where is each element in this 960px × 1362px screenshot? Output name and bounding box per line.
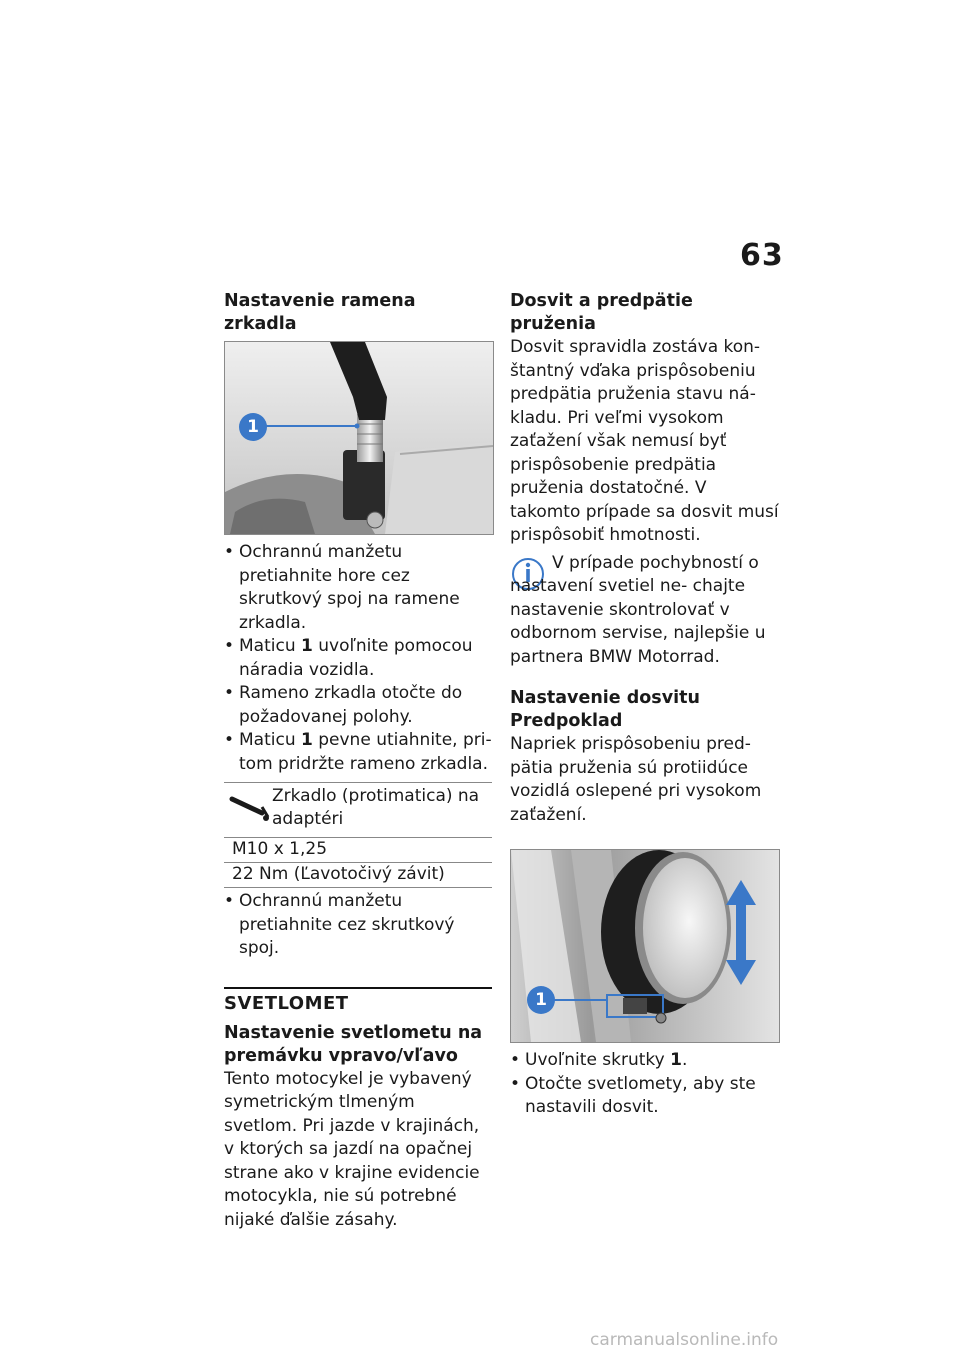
mirror-arm-heading: Nastavenie ramena zrkadla [224, 291, 416, 334]
range-steps-list [510, 1049, 780, 1120]
spec-header [224, 783, 492, 838]
callout-ref: 1 [670, 1050, 682, 1070]
callout-ref: 1 [301, 636, 313, 656]
headlight-traffic-heading: Nastavenie svetlometu na premávku vpravo/vľavo [224, 1022, 483, 1066]
precondition-paragraph: Napriek prispôsobeniu pred- pätia pruženia sú protiidúce vozidlá oslepené pri vysokom zaťažení. [510, 734, 762, 825]
left-column [224, 290, 492, 1232]
mirror-arm-figure [224, 341, 494, 535]
watermark: carmanualsonline.info [590, 1330, 779, 1350]
spec-torque: 22 Nm (Ľavotočivý závit) [224, 863, 492, 888]
figure-callout-1: 1 [535, 990, 547, 1010]
headlight-illustration [511, 850, 779, 1042]
figure-callout-1: 1 [247, 417, 259, 437]
torque-spec-table [224, 782, 492, 888]
list-item: • Ochrannú manžetu pretiahnite cez skrutkový spoj. [224, 890, 492, 961]
section-title: SVETLOMET [224, 992, 349, 1014]
spec-title: Zrkadlo (protimatica) na adaptéri [272, 786, 480, 829]
list-item: • Maticu 1 uvoľnite pomocou náradia vozidla. [224, 635, 492, 682]
range-preload-heading: Dosvit a predpätie pruženia [510, 291, 693, 334]
range-adjust-heading: Nastavenie dosvitu [510, 688, 700, 708]
info-text: V prípade pochybností o nastavení svetiel ne- chajte nastavenie skontrolovať v odbornom servise, najlepšie u partnera BMW Motorrad. [510, 552, 766, 667]
wrench-icon [224, 785, 272, 833]
list-item: • Otočte svetlomety, aby ste nastavili dosvit. [510, 1073, 780, 1120]
info-note [510, 552, 780, 670]
list-item: • Maticu 1 pevne utiahnite, pri- tom pridržte rameno zrkadla. [224, 729, 492, 776]
mirror-final-step [224, 890, 492, 961]
section-divider [224, 987, 492, 1015]
callout-ref: 1 [301, 730, 313, 750]
precondition-heading: Predpoklad [510, 711, 623, 731]
list-item: • Ochrannú manžetu pretiahnite hore cez skrutkový spoj na ramene zrkadla. [224, 541, 492, 635]
headlight-traffic-paragraph: Tento motocykel je vybavený symetrickým tlmeným svetlom. Pri jazde v krajinách, v ktorých sa jazdí na opačnej strane ako v krajine evidencie motocykla, nie sú potrebné nijaké ďalšie zásahy. [224, 1068, 480, 1230]
list-item: • Rameno zrkadla otočte do požadovanej polohy. [224, 682, 492, 729]
page-number: 63 [740, 238, 784, 273]
mirror-steps-list [224, 541, 492, 776]
list-item: • Uvoľnite skrutky 1. [510, 1049, 780, 1073]
range-preload-paragraph: Dosvit spravidla zostáva kon- štantný vďaka prispôsobeniu predpätia pruženia stavu ná- kladu. Pri veľmi vysokom zaťažení však nemusí byť prispôsobenie predpätia pruženia dostatočné. V takomto prípade sa dosvit musí prispôsobiť hmotnosti. [510, 337, 779, 545]
spec-thread: M10 x 1,25 [224, 838, 492, 863]
right-column [510, 290, 780, 1120]
headlight-figure [510, 849, 780, 1043]
